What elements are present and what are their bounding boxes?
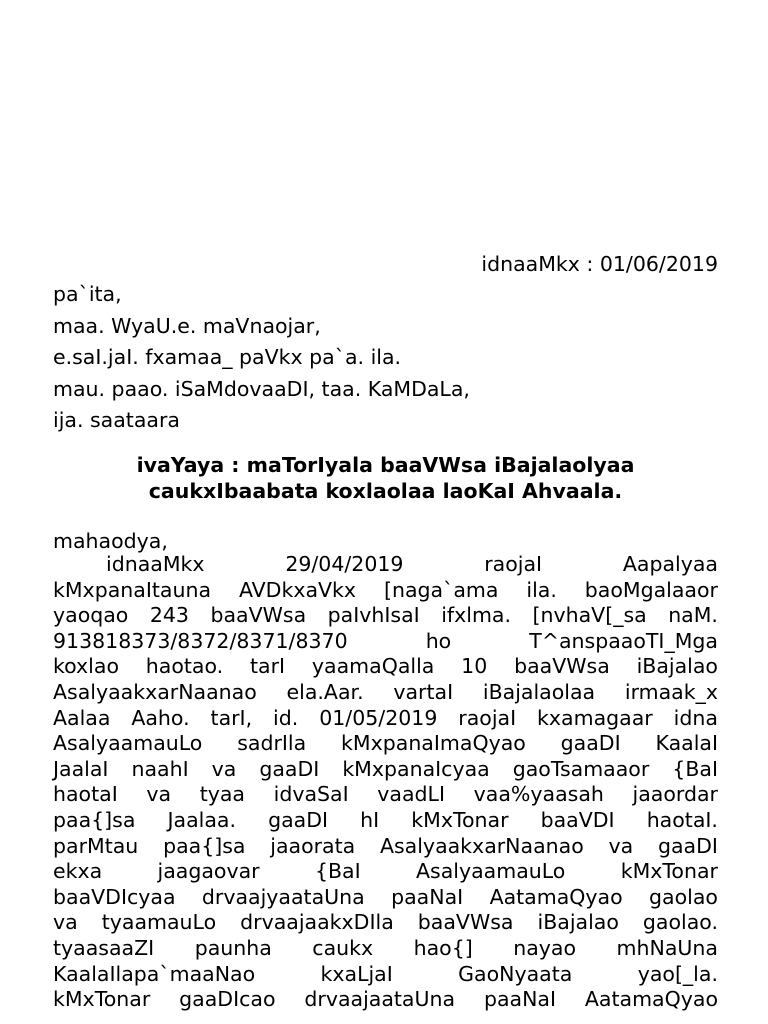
body-word: AatamaQyao [584,987,718,1012]
body-line [53,885,718,911]
body-word: idna [673,705,718,730]
body-word: GaoNyaata [458,961,573,986]
body-word: AsalyaakxarNaanao [379,833,584,858]
body-word: jaaordar [632,782,718,807]
recipient-address [53,281,718,439]
body-word: mhNaUna [616,935,718,960]
body-word: KaalaIlapa`maaNao [53,961,256,986]
body-word: 10 [461,654,488,679]
body-line [53,578,718,604]
body-word: gaaDIcao [179,987,276,1012]
body-word: 913818373/8372/8371/8370 [53,628,348,653]
body-word: baaVWsa [514,654,610,679]
body-word: nayao [513,935,577,960]
body-word: 243 [149,603,189,628]
letter-subject [53,452,718,504]
body-word: Aalaa [53,705,111,730]
body-word: paunha [194,935,272,960]
body-word: gaolao [649,884,718,909]
body-word: [nvhaV[_sa [532,603,647,628]
body-word: paa{]sa [163,833,246,858]
body-word: gaaDI [268,807,329,832]
body-word: sadrIla [237,731,307,756]
body-word: drvaajaataUna [304,987,456,1012]
address-line: ija. saataara [53,408,180,432]
body-word: tarI, [210,705,253,730]
body-word: va [146,782,172,807]
body-word: ela.Aar. [286,679,364,704]
body-word: idvaSaI [273,782,349,807]
body-word: koxlao [53,654,119,679]
body-word: kxaLjaI [320,961,393,986]
body-line [53,834,718,860]
body-word: parMtau [53,833,139,858]
body-line [53,808,718,834]
body-word: gaaDI [560,731,621,756]
body-word: tyaamauLo [101,910,217,935]
body-word: idnaaMkx [106,552,205,576]
body-word: paaNaI [483,987,557,1012]
body-word: jaaorata [270,833,356,858]
body-word: ekxa [53,859,103,884]
letter-body [53,552,718,1013]
body-word: vartaI [393,679,454,704]
body-word: naahI [131,756,189,781]
body-line [53,987,718,1013]
body-word: ho [425,628,452,653]
body-word: Aaho. [131,705,190,730]
address-line: mau. paao. iSaMdovaaDI, taa. KaMDaLa, [53,376,470,401]
body-line [53,859,718,885]
body-word: ila. [526,577,557,602]
body-word: AsalyaamauLo [416,859,566,884]
body-word: caukx [312,935,374,960]
body-word: yao[_la. [637,961,718,986]
body-word: baaVDI [540,807,615,832]
body-word: gaaDI [259,756,320,781]
body-word: gaolao. [642,910,718,935]
body-word: baaVWsa [417,910,514,935]
address-line: maa. WyaU.e. maVnaojar, [53,313,321,338]
body-word: 01/05/2019 [319,705,438,730]
body-word: kMxTonar [53,987,151,1012]
body-word: irmaak_x [624,679,718,704]
body-word: vaa%yaasah [473,782,604,807]
body-word: drvaajyaataUna [201,884,365,909]
body-word: baoMgalaaor [584,577,718,602]
body-word: id. [273,705,299,730]
salutation: mahaodya, [53,529,168,553]
body-word: AsalyaamauLo [53,731,203,756]
body-word: paaNaI [391,884,464,909]
body-line [53,552,718,578]
body-word: kMxpanaImaQyao [341,731,526,756]
body-word: gaaDI [657,833,718,858]
body-line [53,936,718,962]
body-word: kMxTonar [620,859,718,884]
body-word: kMxpanaItauna [53,577,212,602]
body-line [53,757,718,783]
body-word: tyaa [199,782,245,807]
body-word: raojaI [484,552,543,576]
body-word: iBajalao [537,910,619,935]
body-word: Aapalyaa [622,552,718,576]
body-word: va [608,833,634,858]
body-word: KaalaI [655,731,718,756]
body-line [53,782,718,808]
body-word: paa{]sa [53,807,136,832]
body-word: vaadLI [377,782,446,807]
body-word: JaalaI [53,756,109,781]
subject-line: ivaYaya : maTorIyala baaVWsa iBajalaolyaa [136,453,635,477]
body-word: paIvhIsaI [327,603,420,628]
body-word: {BaI [314,859,361,884]
body-line [53,629,718,655]
body-word: gaoTsamaaor [512,756,650,781]
body-word: hao{] [413,935,473,960]
body-word: yaoqao [53,603,129,628]
body-line [53,654,718,680]
body-word: {BaI [672,756,718,781]
body-line [53,680,718,706]
body-word: ifxlma. [441,603,512,628]
body-word: Jaalaa. [167,807,237,832]
subject-line: caukxIbaabata koxlaolaa laoKaI Ahvaala. [148,479,623,503]
body-word: AsalyaakxarNaanao [53,679,257,704]
body-word: T^anspaaoTI_Mga [529,628,718,653]
body-line [53,731,718,757]
body-word: va [211,756,237,781]
body-line [53,603,718,629]
body-word: baaVDIcyaa [53,884,176,909]
body-word: 29/04/2019 [285,552,404,576]
letter-date: idnaaMkx : 01/06/2019 [481,252,718,276]
body-line [53,706,718,732]
body-word: kxamagaar [537,705,653,730]
body-word: AatamaQyao [489,884,623,909]
body-word: iBajalaolaa [482,679,596,704]
body-word: yaamaQalla [311,654,435,679]
body-word: raojaI [458,705,517,730]
body-word: kMxpanaIcyaa [342,756,490,781]
body-word: iBajalao [636,654,718,679]
body-word: AVDkxaVkx [238,577,357,602]
body-line [53,962,718,988]
body-word: haotaI [53,782,118,807]
address-line: pa`ita, [53,282,122,306]
body-word: haotao. [145,654,224,679]
address-line: e.saI.jaI. fxamaa_ paVkx pa`a. ila. [53,345,402,369]
body-word: haotaI. [646,807,718,832]
body-word: kMxTonar [411,807,509,832]
body-line [53,910,718,936]
body-word: baaVWsa [210,603,307,628]
body-word: naM. [668,603,718,628]
body-word: va [53,910,78,935]
body-word: tyaasaaZI [53,935,155,960]
body-word: [naga`ama [383,577,499,602]
body-word: jaagaovar [157,859,260,884]
body-word: hI [360,807,380,832]
body-word: tarI [250,654,286,679]
body-word: drvaajaakxDIla [240,910,394,935]
